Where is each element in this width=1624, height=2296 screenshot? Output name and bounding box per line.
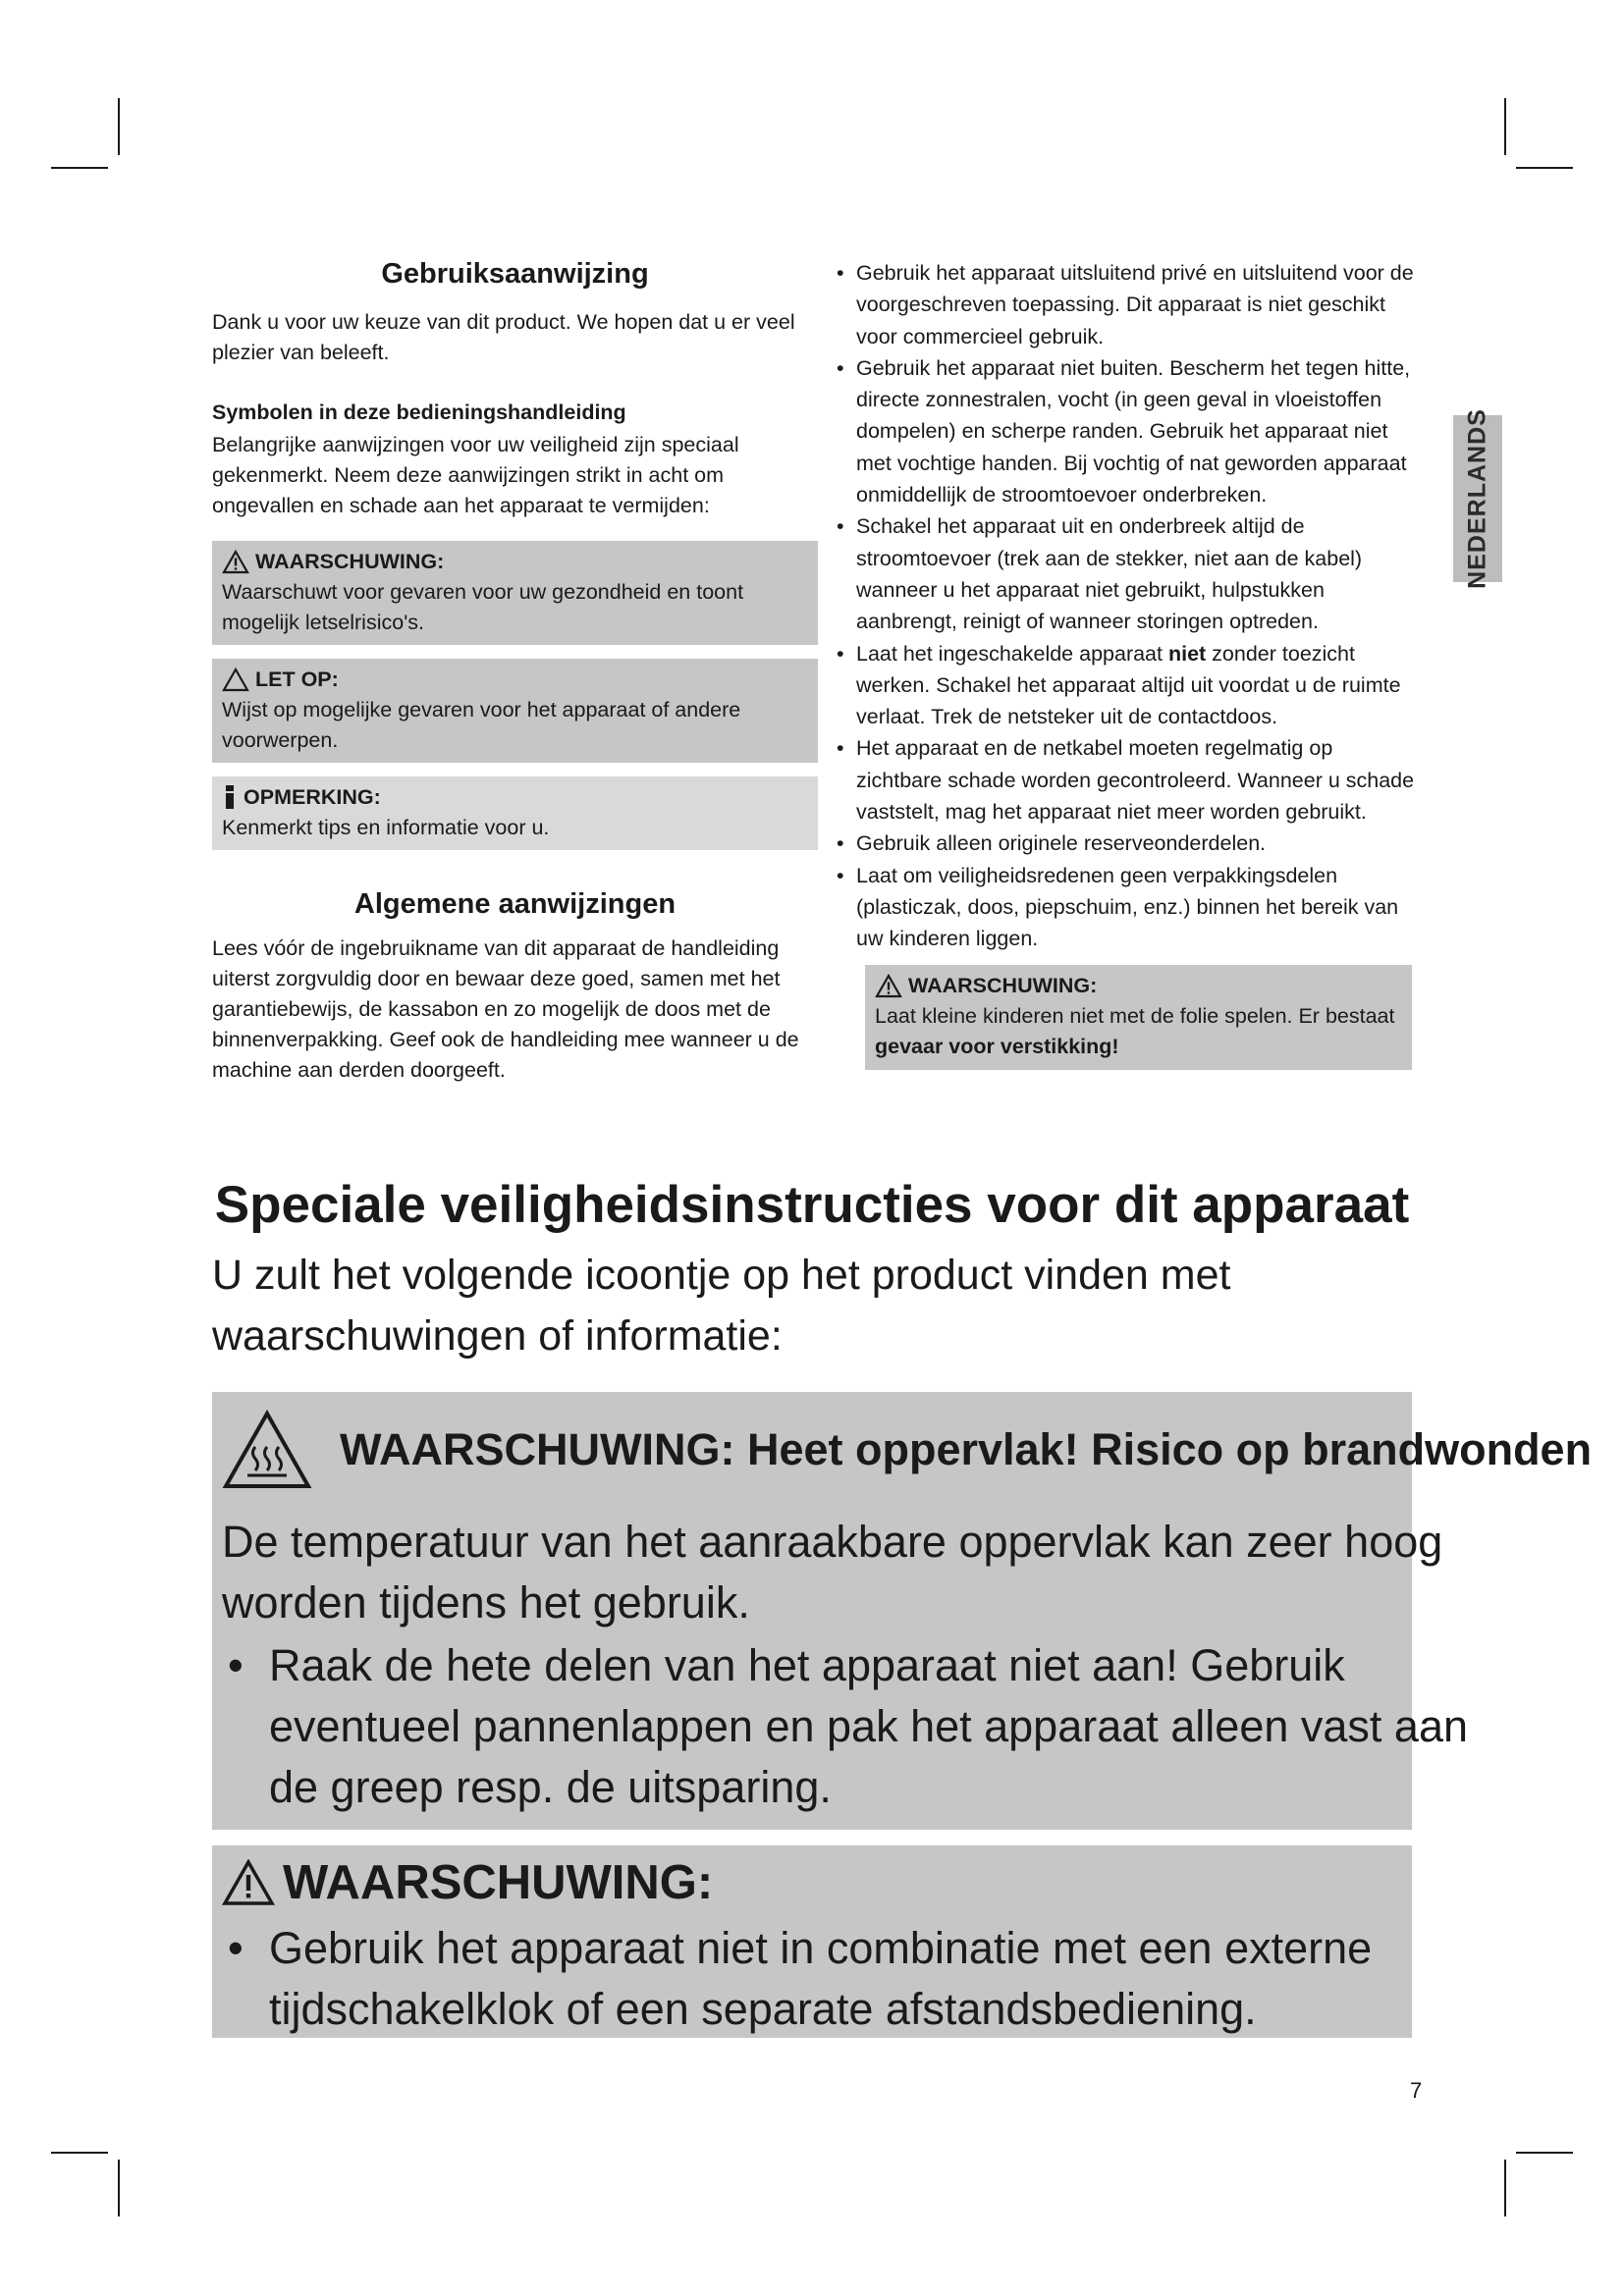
caution-label: LET OP: [255, 667, 339, 691]
list-item [833, 828, 1422, 859]
caution-text: Wijst op mogelijke gevaren voor het apparaat of andere voorwerpen. [222, 697, 741, 752]
suffocation-warning-text [875, 1001, 1402, 1062]
list-item [833, 510, 1422, 637]
crop-mark [1516, 2152, 1573, 2154]
warning-triangle-icon [222, 550, 249, 574]
safety-bullet-list [833, 257, 1422, 955]
hot-surface-warning-box [212, 1392, 1593, 1830]
list-item [833, 638, 1422, 733]
hot-surface-bullet: Raak de hete delen van het apparaat niet aan! Gebruik eventueel pannenlappen en pak het apparaat alleen vast aan de greep resp. de uitsparing. [269, 1640, 1468, 1812]
text-run: Gebruik het apparaat niet buiten. Bescherm het tegen hitte, directe zonnestralen, vocht (in geen geval in vloeistoffen dompelen) en scherpe randen. Gebruik het apparaat niet met vochtige handen. Bij vochtig of nat geworden apparaat onmiddellijk de stroomtoevoer onderbreken. [856, 355, 1411, 507]
bullet-mark: • [837, 261, 844, 285]
bullet-mark: • [837, 831, 844, 856]
list-item [833, 860, 1422, 955]
hot-surface-text: De temperatuur van het aanraakbare oppervlak kan zeer hoog worden tijdens het gebruik. [222, 1517, 1443, 1628]
bullet-mark: • [228, 1640, 244, 1690]
text-run: Het apparaat en de netkabel moeten regelmatig op zichtbare schade worden gecontroleerd. Wanneer u schade vaststelt, mag het apparaat niet meer worden gebruikt. [856, 736, 1415, 825]
note-label: OPMERKING: [244, 784, 381, 809]
warning-triangle-icon [875, 974, 902, 998]
text-run: Gebruik alleen originele reserveonderdelen. [856, 831, 1267, 856]
special-safety-title: Speciale veiligheidsinstructies voor dit apparaat [214, 1176, 1410, 1234]
timer-warning-bullet: Gebruik het apparaat niet in combinatie met een externe tijdschakelklok of een separate afstandsbediening. [269, 1923, 1373, 2034]
warning-triangle-icon [222, 1859, 275, 1906]
page-number: 7 [1410, 2078, 1423, 2103]
symbols-paragraph: Belangrijke aanwijzingen voor uw veiligheid zijn speciaal gekenmerkt. Neem deze aanwijzingen strikt in acht om ongevallen en schade aan het apparaat te vermijden: [212, 432, 739, 517]
crop-mark [1504, 98, 1506, 155]
warning-text: Waarschuwt voor gevaren voor uw gezondheid en toont mogelijk letselrisico's. [222, 579, 744, 634]
timer-warning-bullet-list [222, 1918, 1498, 2040]
bullet-mark: • [837, 355, 844, 380]
crop-mark [118, 2160, 120, 2216]
left-column [212, 257, 818, 1086]
bold-text: niet [1167, 641, 1207, 666]
list-item [833, 257, 1422, 352]
symbols-heading: Symbolen in deze bedieningshandleiding [212, 400, 626, 424]
bold-text: gevaar voor verstikking! [875, 1034, 1119, 1058]
caution-triangle-icon [222, 667, 249, 692]
crop-mark [51, 167, 108, 169]
bullet-mark: • [837, 736, 844, 761]
right-column [833, 257, 1422, 1070]
section-title-instructions: Gebruiksaanwijzing [381, 258, 649, 290]
text-run: Laat het ingeschakelde apparaat [856, 641, 1168, 666]
timer-warning-label: WAARSCHUWING: [283, 1856, 714, 1909]
text-run: Laat kleine kinderen niet met de folie spelen. Er bestaat [875, 1003, 1395, 1028]
language-side-tab [1453, 408, 1502, 589]
text-run: Schakel het apparaat uit en onderbreek altijd de stroomtoevoer (trek aan de stekker, niet aan de kabel) wanneer u het apparaat niet gebruikt, hulpstukken aanbrengt, reinigt of wanneer storingen optreden. [856, 514, 1363, 634]
note-text: Kenmerkt tips en informatie voor u. [222, 815, 550, 839]
timer-warning-box [212, 1845, 1412, 2038]
crop-mark [1504, 2160, 1506, 2216]
text-run: Laat om veiligheidsredenen geen verpakkingsdelen (plasticzak, doos, piepschuim, enz.) binnen het bereik van uw kinderen liggen. [856, 863, 1399, 951]
list-item [222, 1635, 1498, 1818]
list-item [833, 732, 1422, 828]
text-run: Gebruik het apparaat uitsluitend privé en uitsluitend voor de voorgeschreven toepassing. Dit apparaat is niet geschikt voor commercieel gebruik. [856, 261, 1414, 348]
crop-mark [51, 2152, 108, 2154]
suffocation-warning-box [865, 965, 1412, 1070]
language-label: NEDERLANDS [1463, 408, 1491, 589]
general-paragraph: Lees vóór de ingebruikname van dit apparaat de handleiding uiterst zorgvuldig door en bewaar deze goed, samen met het garantiebewijs, de kassabon en zo mogelijk de doos met de binnenverpakking. Geef ook de handleiding mee wanneer u de machine aan derden doorgeeft. [212, 935, 799, 1082]
bullet-mark: • [837, 514, 844, 539]
section-title-general: Algemene aanwijzingen [353, 887, 677, 920]
warning-label: WAARSCHUWING: [255, 549, 445, 573]
bullet-mark: • [837, 863, 844, 887]
warning-label: WAARSCHUWING: [908, 973, 1098, 997]
hot-surface-label: WAARSCHUWING: Heet oppervlak! Risico op brandwonden [340, 1424, 1593, 1474]
warning-box [212, 541, 818, 645]
crop-mark [1516, 167, 1573, 169]
hot-surface-bullet-list [222, 1635, 1498, 1818]
bullet-mark: • [228, 1923, 244, 1973]
special-safety-intro: U zult het volgende icoontje op het product vinden met waarschuwingen of informatie: [212, 1252, 1231, 1360]
list-item [833, 352, 1422, 510]
crop-mark [118, 98, 120, 155]
text-run: zonder toezicht werken. Schakel het apparaat altijd uit voordat u de ruimte verlaat. Trek de netsteker uit de contactdoos. [856, 641, 1401, 729]
hot-surface-icon [222, 1410, 312, 1490]
intro-paragraph: Dank u voor uw keuze van dit product. We hopen dat u er veel plezier van beleeft. [212, 309, 795, 364]
bullet-mark: • [837, 641, 844, 666]
caution-box [212, 659, 818, 763]
info-icon [222, 783, 238, 811]
note-box [212, 776, 818, 850]
list-item [222, 1918, 1498, 2040]
